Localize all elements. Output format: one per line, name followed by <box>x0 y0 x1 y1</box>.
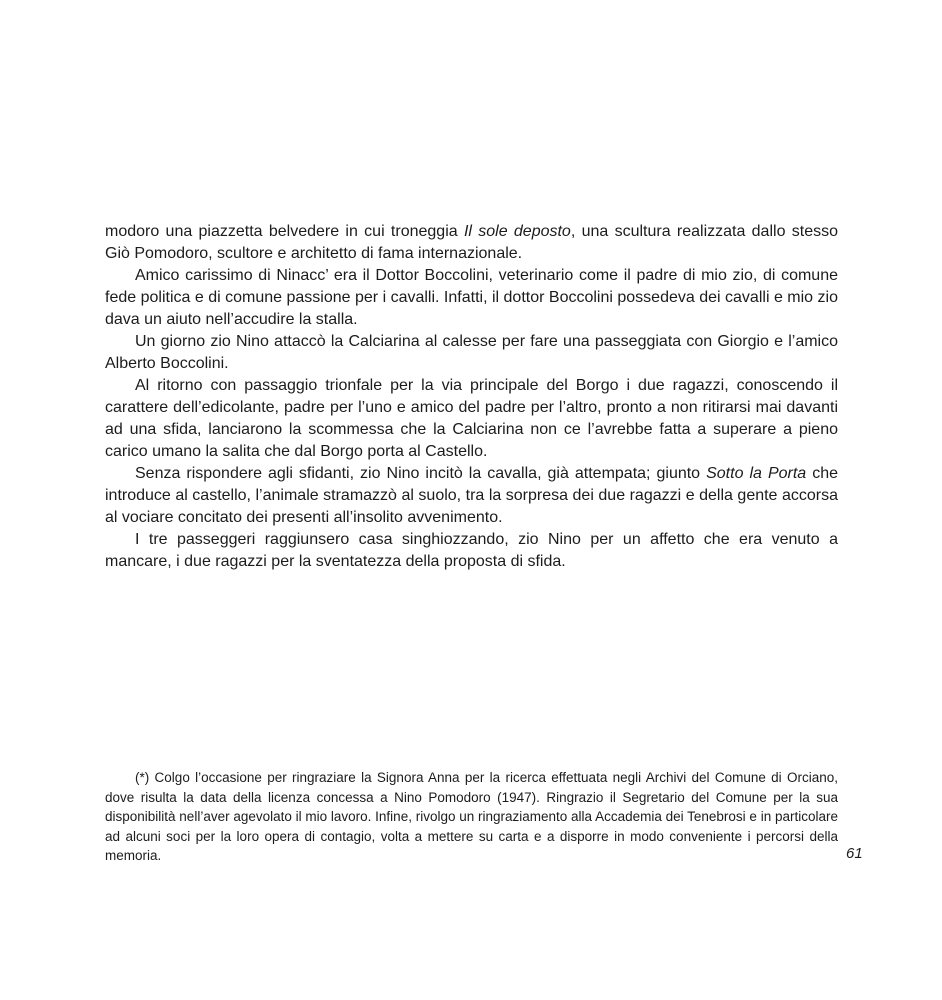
paragraph <box>105 265 838 331</box>
italic-text-segment: Il sole deposto <box>463 223 571 240</box>
footnote-block <box>105 768 838 866</box>
paragraph <box>105 221 838 265</box>
text-segment: Senza rispondere agli sfidanti, zio Nino incitò la cavalla, già attempata; giunto <box>135 465 707 482</box>
text-segment: I tre passeggeri raggiunsero casa singhiozzando, zio Nino per un affetto che era venuto a mancare, i due ragazzi per la sventatezza della proposta di sfida. <box>105 531 838 570</box>
text-segment: Al ritorno con passaggio trionfale per la via principale del Borgo i due ragazzi, conoscendo il carattere dell’edicolante, padre per l’uno e amico del padre per l’altro, pronto a non ritirarsi mai davanti ad una sfida, lanciarono la scommessa che la Calciarina non ce l’avrebbe fatta a superare a pieno carico umano la salita che dal Borgo porta al Castello. <box>105 377 838 460</box>
paragraph <box>105 529 838 573</box>
page-number: 61 <box>846 845 863 862</box>
paragraph <box>105 331 838 375</box>
paragraph <box>105 375 838 463</box>
text-segment: Un giorno zio Nino attaccò la Calciarina al calesse per fare una passeggiata con Giorgio e l’amico Alberto Boccolini. <box>105 333 838 372</box>
footnote-text: (*) Colgo l’occasione per ringraziare la Signora Anna per la ricerca effettuata negli Archivi del Comune di Orciano, dove risulta la data della licenza concessa a Nino Pomodoro (1947). Ringrazio il Segretario del Comune per la sua disponibilità nell’aver agevolato il mio lavoro. Infine, rivolgo un ringraziamento alla Accademia dei Tenebrosi e in particolare ad alcuni soci per la loro opera di contagio, volta a mettere su carta e a disporre in modo conveniente i percorsi della memoria. <box>105 770 838 863</box>
italic-text-segment: Sotto la Porta <box>706 465 807 482</box>
text-segment: , una scultura realizzata dallo stesso Giò Pomodoro, scultore e architetto di fama internazionale. <box>105 223 839 262</box>
text-segment: che introduce al castello, l’animale stramazzò al suolo, tra la sorpresa dei due ragazzi e della gente accorsa al vociare concitato dei presenti all’insolito avvenimento. <box>105 465 838 526</box>
text-segment: Amico carissimo di Ninacc’ era il Dottor Boccolini, veterinario come il padre di mio zio, di comune fede politica e di comune passione per i cavalli. Infatti, il dottor Boccolini possedeva dei cavalli e mio zio dava un aiuto nell’accudire la stalla. <box>105 267 838 328</box>
paragraph <box>105 463 838 529</box>
text-segment: modoro una piazzetta belvedere in cui troneggia <box>105 223 464 240</box>
main-text-block <box>105 221 838 573</box>
